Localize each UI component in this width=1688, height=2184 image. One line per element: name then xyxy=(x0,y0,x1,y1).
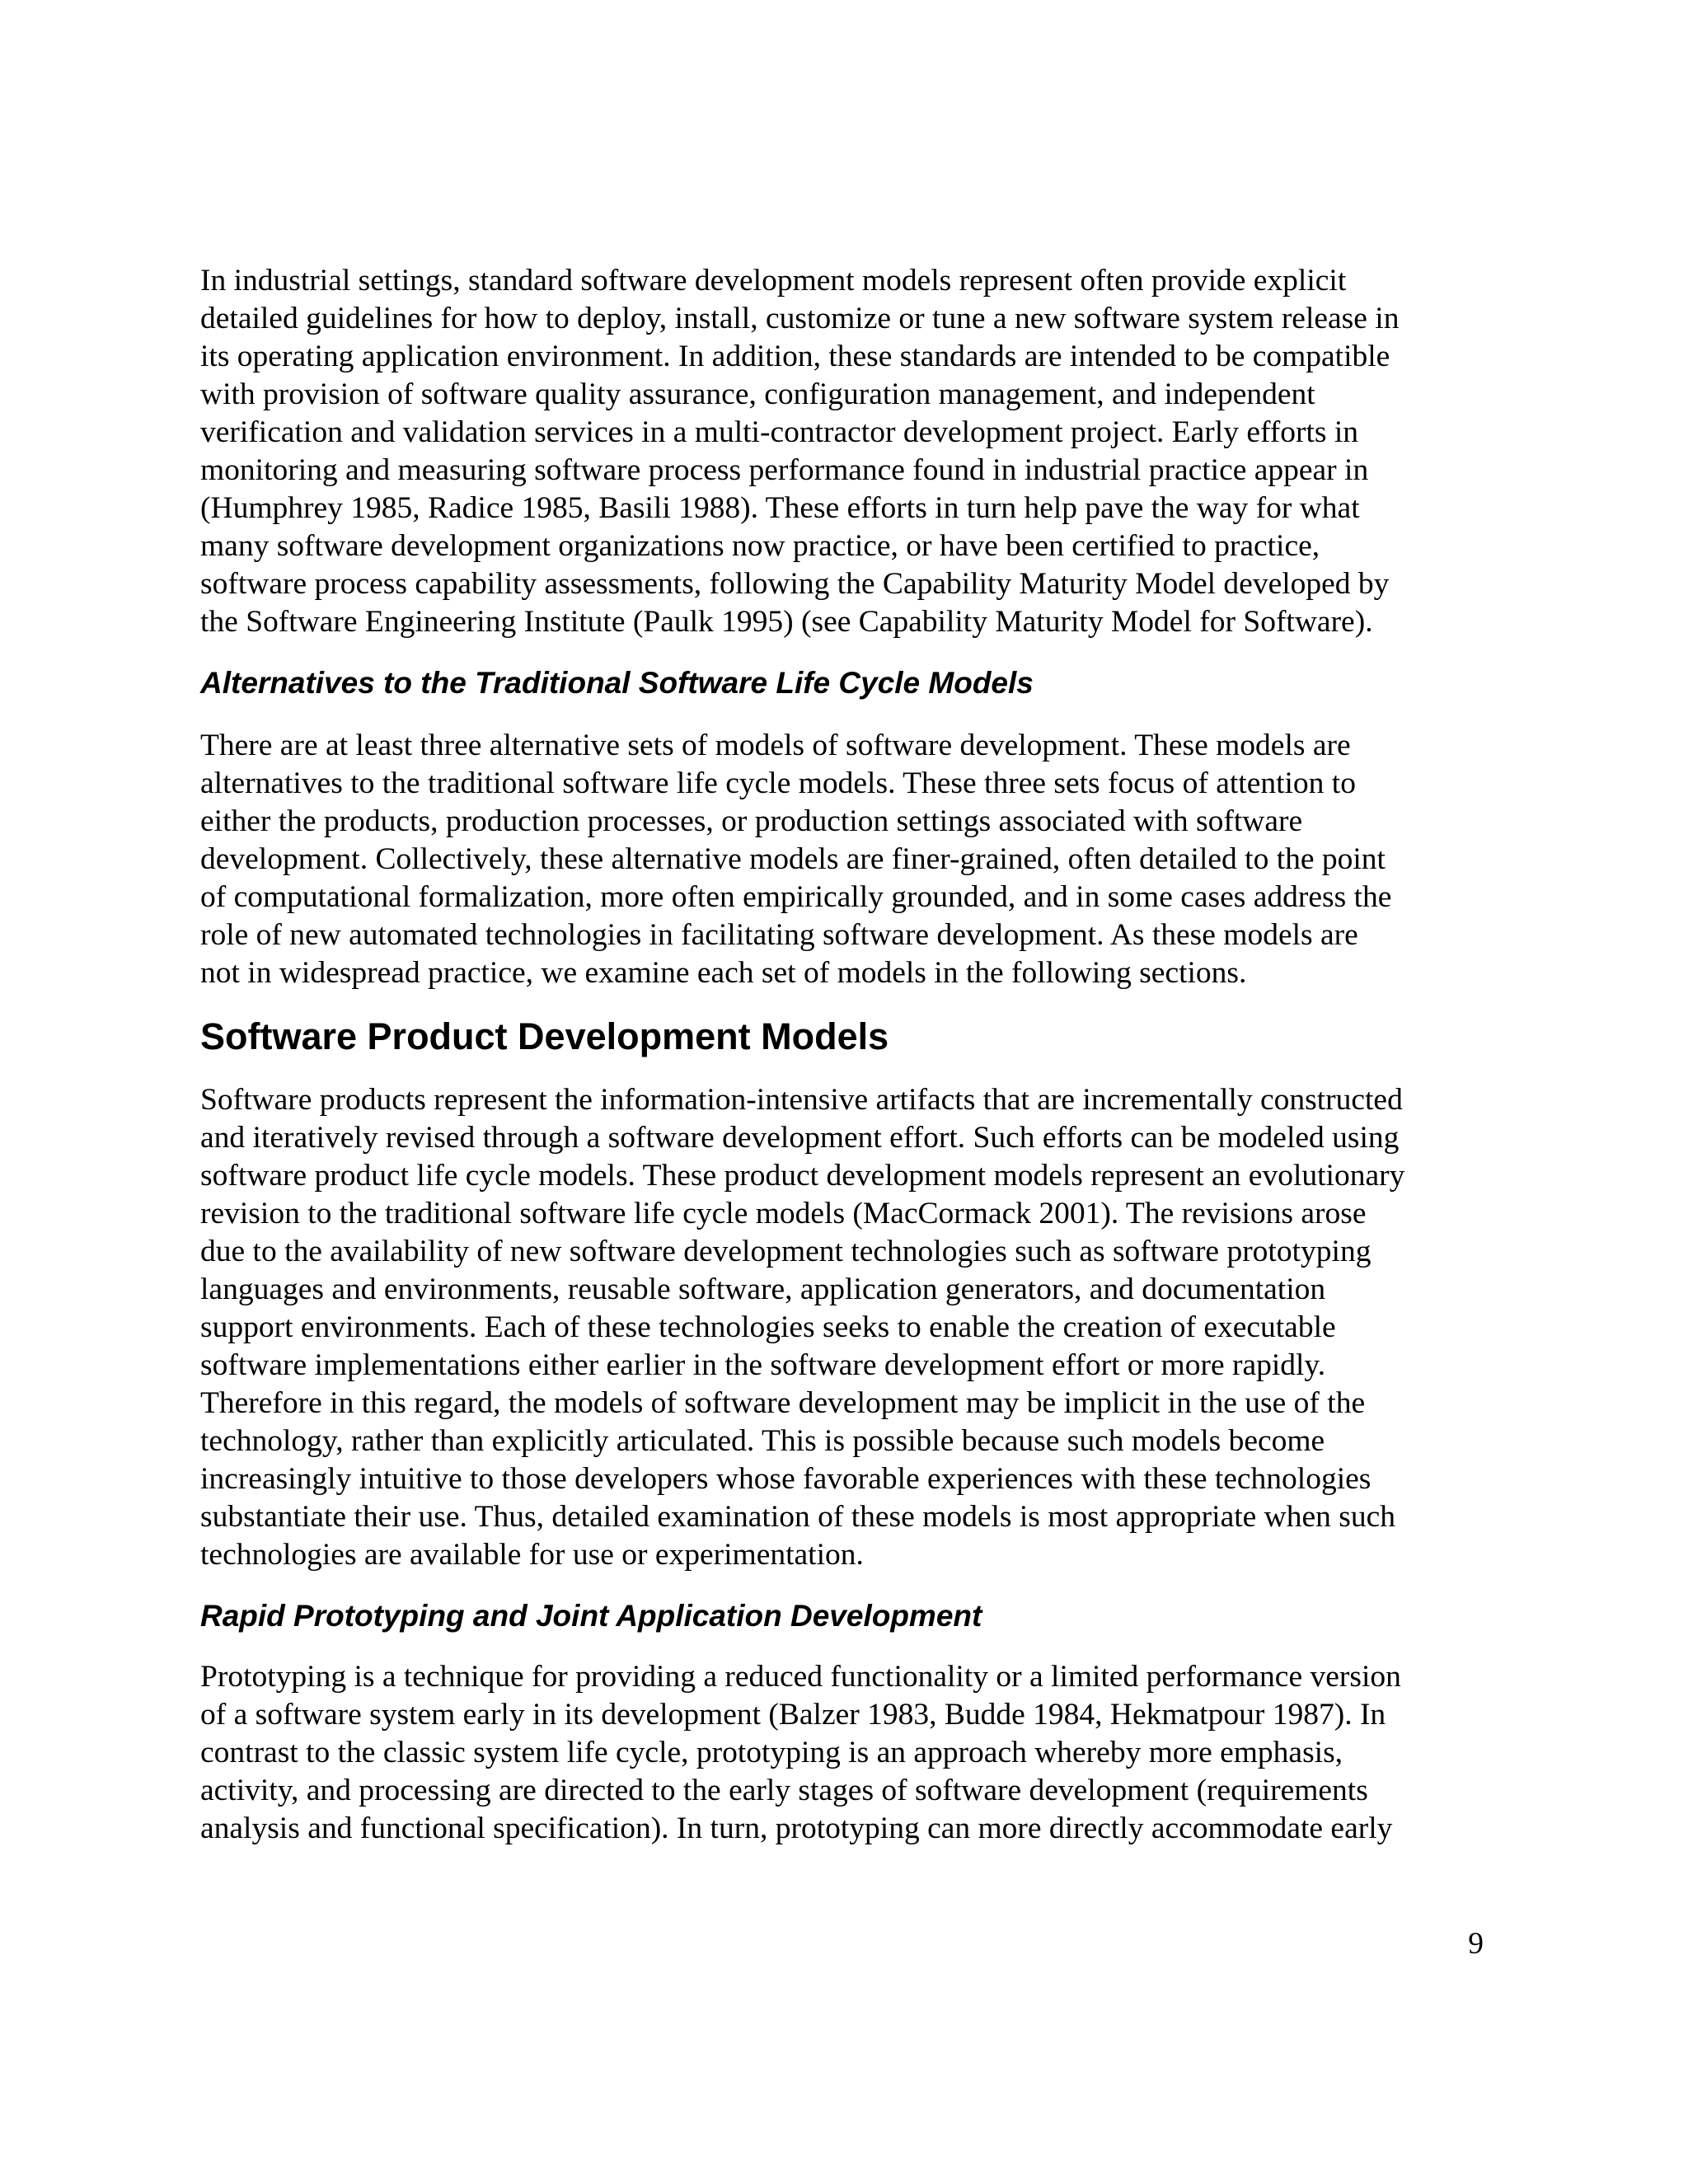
text-line: of computational formalization, more often empirically grounded, and in some cases address the xyxy=(200,880,1392,914)
text-line: increasingly intuitive to those developers whose favorable experiences with these technologies xyxy=(200,1462,1372,1496)
text-line: Software products represent the information-intensive artifacts that are incrementally constructed xyxy=(200,1083,1403,1117)
text-line: substantiate their use. Thus, detailed examination of these models is most appropriate when such xyxy=(200,1500,1396,1534)
text-line: analysis and functional specification). In turn, prototyping can more directly accommodate early xyxy=(200,1811,1393,1845)
text-line: software product life cycle models. These product development models represent an evolutionary xyxy=(200,1159,1405,1193)
text-line: development. Collectively, these alternative models are finer-grained, often detailed to the point xyxy=(200,842,1386,876)
alternatives-heading: Alternatives to the Traditional Software Life Cycle Models xyxy=(200,666,1034,700)
text-line: role of new automated technologies in facilitating software development. As these models are xyxy=(200,918,1358,952)
rapid-prototyping-heading: Rapid Prototyping and Joint Application Development xyxy=(200,1599,982,1633)
text-line: activity, and processing are directed to the early stages of software development (requirements xyxy=(200,1774,1368,1807)
text-line: technologies are available for use or experimentation. xyxy=(200,1538,864,1572)
text-line: its operating application environment. In addition, these standards are intended to be compatible xyxy=(200,340,1390,373)
text-line: monitoring and measuring software process performance found in industrial practice appear in xyxy=(200,453,1369,487)
text-line: due to the availability of new software development technologies such as software prototyping xyxy=(200,1235,1372,1268)
text-line: Therefore in this regard, the models of software development may be implicit in the use of the xyxy=(200,1386,1366,1420)
text-line: with provision of software quality assurance, configuration management, and independent xyxy=(200,377,1315,411)
text-line: many software development organizations now practice, or have been certified to practice, xyxy=(200,529,1320,563)
text-line: software process capability assessments, following the Capability Maturity Model developed by xyxy=(200,567,1390,601)
text-line: not in widespread practice, we examine each set of models in the following sections. xyxy=(200,956,1247,990)
text-line: detailed guidelines for how to deploy, install, customize or tune a new software system release in xyxy=(200,302,1400,335)
text-line: the Software Engineering Institute (Paulk 1995) (see Capability Maturity Model for Software). xyxy=(200,605,1373,639)
text-line: revision to the traditional software life cycle models (MacCormack 2001). The revisions arose xyxy=(200,1197,1367,1230)
text-line: There are at least three alternative sets of models of software development. These models are xyxy=(200,729,1351,762)
text-line: and iteratively revised through a software development effort. Such efforts can be modeled using xyxy=(200,1121,1400,1155)
rapid-prototyping-paragraph xyxy=(200,1658,1503,1848)
text-line: verification and validation services in a multi-contractor development project. Early efforts in xyxy=(200,415,1359,449)
page-number: 9 xyxy=(1468,1927,1484,1961)
text-line: Prototyping is a technique for providing a reduced functionality or a limited performance version xyxy=(200,1660,1401,1694)
text-line: either the products, production processes, or production settings associated with software xyxy=(200,804,1303,838)
text-line: software implementations either earlier in the software development effort or more rapidly. xyxy=(200,1348,1326,1382)
intro-paragraph xyxy=(200,262,1503,641)
product-models-heading: Software Product Development Models xyxy=(200,1015,889,1057)
product-models-paragraph xyxy=(200,1081,1503,1574)
text-line: (Humphrey 1985, Radice 1985, Basili 1988). These efforts in turn help pave the way for what xyxy=(200,491,1360,525)
document-page xyxy=(200,262,1503,1848)
text-line: technology, rather than explicitly articulated. This is possible because such models become xyxy=(200,1424,1325,1458)
text-line: of a software system early in its development (Balzer 1983, Budde 1984, Hekmatpour 1987). In xyxy=(200,1698,1386,1732)
text-line: contrast to the classic system life cycle, prototyping is an approach whereby more emphasis, xyxy=(200,1736,1343,1769)
text-line: languages and environments, reusable software, application generators, and documentation xyxy=(200,1272,1326,1306)
text-line: support environments. Each of these technologies seeks to enable the creation of executable xyxy=(200,1310,1336,1344)
alternatives-paragraph xyxy=(200,727,1503,992)
text-line: alternatives to the traditional software life cycle models. These three sets focus of attention to xyxy=(200,766,1356,800)
text-line: In industrial settings, standard software development models represent often provide explicit xyxy=(200,264,1347,298)
